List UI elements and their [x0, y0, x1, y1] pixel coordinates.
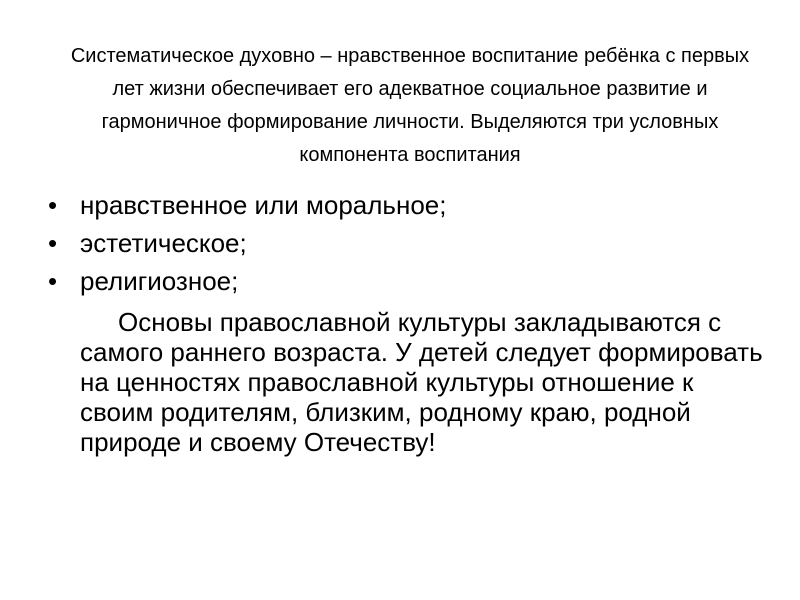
- bullet-text: религиозное;: [80, 266, 239, 296]
- bullet-text: эстетическое;: [80, 228, 247, 258]
- bullet-item: [44, 228, 764, 259]
- body-paragraph: [80, 307, 770, 457]
- bullet-dot-icon: •: [48, 266, 58, 296]
- bullet-item: [44, 190, 764, 221]
- paragraph-text: Основы православной культуры закладываются с самого раннего возраста. У детей следует формировать на ценностях православной культуры отношение к своим родителям, близким, родному краю, родной природе и своему Отечеству!: [80, 307, 763, 457]
- bullet-dot-icon: •: [48, 190, 58, 220]
- bullet-text: нравственное или моральное;: [80, 190, 447, 220]
- bullet-item: [44, 266, 764, 297]
- bullet-dot-icon: •: [48, 228, 58, 258]
- bullet-list: [44, 190, 764, 304]
- slide-title: Систематическое духовно – нравственное воспитание ребёнка с первых лет жизни обеспечивает его адекватное социальное развитие и гармоничное формирование личности. Выделяются три условных компонента воспитания: [70, 45, 750, 166]
